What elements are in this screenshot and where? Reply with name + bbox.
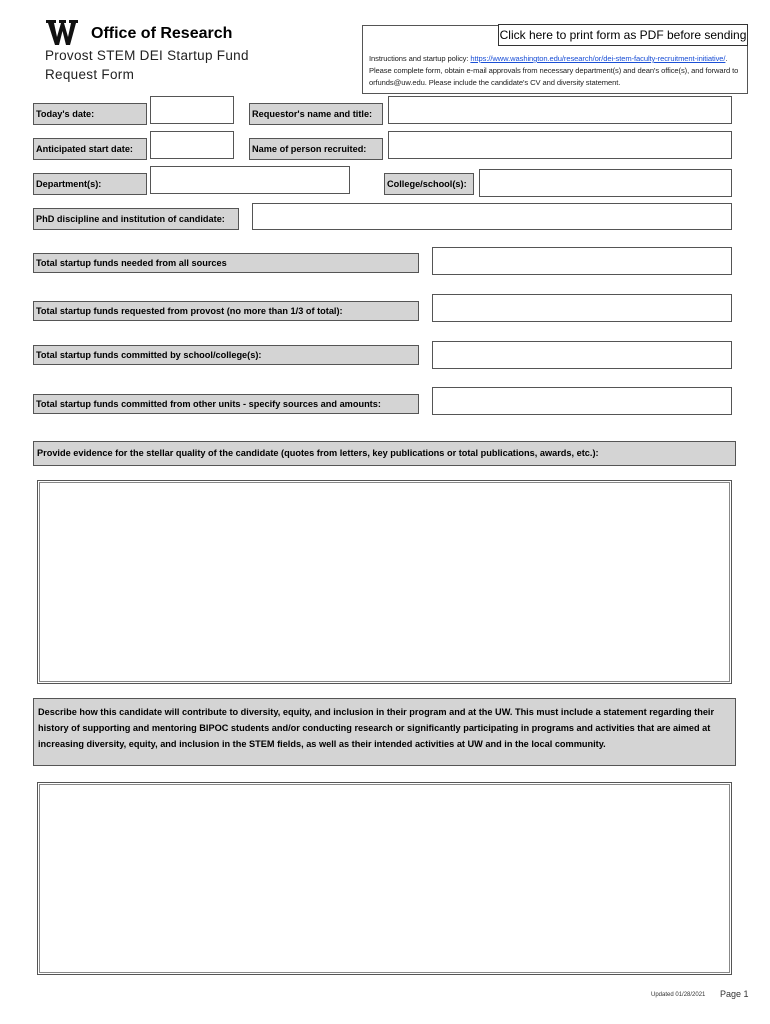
todays-date-input[interactable] <box>150 96 234 124</box>
total-provost-label: Total startup funds requested from provost (no more than 1/3 of total): <box>33 301 419 321</box>
college-label: College/school(s): <box>384 173 474 195</box>
form-title <box>45 46 249 84</box>
evidence-label: Provide evidence for the stellar quality of the candidate (quotes from letters, key publications or total publications, awards, etc.): <box>33 441 736 466</box>
form-title-line1: Provost STEM DEI Startup Fund <box>45 48 249 63</box>
total-other-input[interactable] <box>432 387 732 415</box>
phd-label: PhD discipline and institution of candidate: <box>33 208 239 230</box>
form-title-line2: Request Form <box>45 67 135 82</box>
page-number: Page 1 <box>720 989 749 999</box>
total-needed-label: Total startup funds needed from all sources <box>33 253 419 273</box>
requestor-input[interactable] <box>388 96 732 124</box>
total-needed-input[interactable] <box>432 247 732 275</box>
policy-link[interactable]: https://www.washington.edu/research/or/dei-stem-faculty-recruitment-initiative/ <box>470 54 726 63</box>
college-input[interactable] <box>479 169 732 197</box>
departments-input[interactable] <box>150 166 350 194</box>
dei-textarea-inner[interactable] <box>39 784 730 973</box>
uw-logo <box>46 20 78 46</box>
office-title: Office of Research <box>91 25 233 42</box>
instructions-suffix: . Please complete form, obtain e-mail approvals from necessary department(s) and dean's office(s), and forward to orfunds@uw.edu. Please include the candidate's CV and diversity statement. <box>369 54 739 87</box>
person-recruited-input[interactable] <box>388 131 732 159</box>
total-school-input[interactable] <box>432 341 732 369</box>
evidence-textarea-inner[interactable] <box>39 482 730 682</box>
start-date-input[interactable] <box>150 131 234 159</box>
instructions-text <box>369 53 745 89</box>
dei-label: Describe how this candidate will contribute to diversity, equity, and inclusion in their program and at the UW. This must include a statement regarding their history of supporting and mentoring BIPOC students and/or conducting research or significantly participating in programs and activities that are aimed at increasing diversity, equity, and inclusion in the STEM fields, as well as their intended activities at UW and in the local community. <box>33 698 736 766</box>
total-school-label: Total startup funds committed by school/college(s): <box>33 345 419 365</box>
total-other-label: Total startup funds committed from other units - specify sources and amounts: <box>33 394 419 414</box>
start-date-label: Anticipated start date: <box>33 138 147 160</box>
evidence-textarea[interactable] <box>37 480 732 684</box>
phd-input[interactable] <box>252 203 732 230</box>
todays-date-label: Today's date: <box>33 103 147 125</box>
person-recruited-label: Name of person recruited: <box>249 138 383 160</box>
dei-textarea[interactable] <box>37 782 732 975</box>
print-pdf-button[interactable]: Click here to print form as PDF before sending <box>498 24 748 46</box>
instructions-prefix: Instructions and startup policy: <box>369 54 471 63</box>
updated-date: Updated 01/28/2021 <box>651 992 706 998</box>
total-provost-input[interactable] <box>432 294 732 322</box>
departments-label: Department(s): <box>33 173 147 195</box>
uw-w-logo-icon <box>46 20 78 46</box>
requestor-label: Requestor's name and title: <box>249 103 383 125</box>
